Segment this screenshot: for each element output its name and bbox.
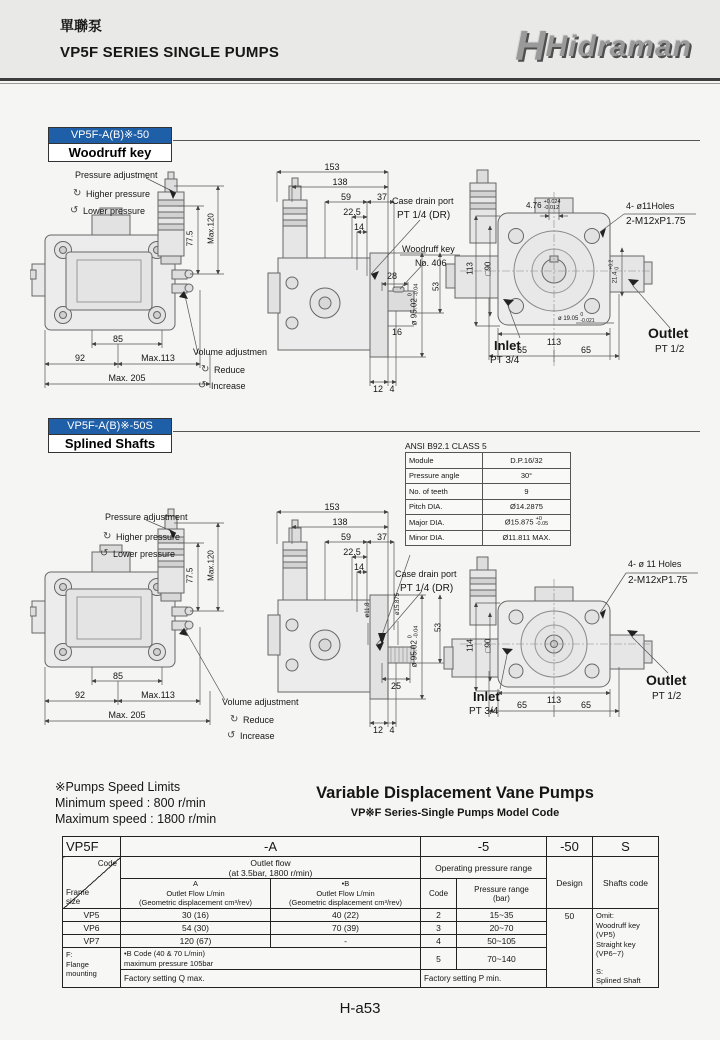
pressure-range-2: 15~35 [457, 909, 547, 922]
spec-value: Ø11.811 MAX. [483, 530, 571, 546]
tol-top: +0.2 [608, 259, 615, 270]
thread-label: 2-M12xP1.75 [628, 575, 688, 586]
model-prefix: VP5F [63, 837, 121, 857]
col-a-line1: A [192, 879, 198, 889]
dim-max120: Max.120 [206, 213, 216, 244]
brand-logo [515, 22, 692, 70]
outlet-flow-line2: (at 3.5bar, 1800 r/min) [228, 867, 313, 878]
dim-65-right: 65 [580, 700, 591, 710]
volume-adjustment-label: Volume adjustment [222, 697, 299, 707]
section1-subtitle: Woodruff key [48, 144, 172, 162]
diag-frame-line2: size [66, 897, 81, 906]
dim-12: 12 [372, 725, 383, 735]
model-code-subtitle: VP※F Series-Single Pumps Model Code [350, 807, 560, 819]
tol-bottom: -0.04 [413, 283, 419, 297]
inlet-size-label: PT 3/4 [490, 355, 520, 366]
tol-top: 0 [407, 635, 414, 639]
title-chinese: 單聯泵 [60, 18, 102, 34]
factory-setting-p: Factory setting P min. [421, 970, 547, 988]
dim-59: 59 [340, 532, 351, 542]
dim-153: 153 [324, 502, 340, 512]
case-drain-port-label: Case drain port [395, 569, 457, 579]
spec-label: No. of teeth [406, 484, 483, 500]
col-a-header [121, 879, 271, 909]
dim-dia-95-02-value: ø 95.02 [409, 640, 419, 668]
cw-arrow-icon: ↻ [201, 364, 210, 375]
tol-bottom: -0.021 [580, 317, 595, 324]
tol-top: 0 [407, 293, 414, 297]
dim-138: 138 [332, 517, 348, 527]
inlet-size-label: PT 3/4 [469, 706, 499, 717]
pressure-range-line2: (bar) [493, 893, 510, 903]
dim-dia-95-02 [409, 617, 420, 677]
woodruff-key-no-label: No. 406 [415, 258, 447, 268]
logo-name: Hidraman [545, 30, 692, 63]
shafts-code-header: Shafts code [593, 857, 659, 909]
section2-drawings [30, 495, 720, 765]
flange-mounting-cell [63, 948, 121, 988]
spline-spec-title: ANSI B92.1 CLASS 5 [405, 441, 487, 451]
table-row [406, 453, 571, 469]
dim-14: 14 [353, 222, 364, 232]
col-a-line2: Outlet Flow L/min [166, 888, 225, 898]
shafts-straight: Straight key (VP6~7) [596, 939, 636, 958]
section2-label [48, 418, 172, 453]
pressure-code-header: Code [421, 879, 457, 909]
outlet-label: Outlet [648, 325, 689, 341]
pressure-code-3: 3 [421, 922, 457, 935]
max-speed: Maximum speed : 1800 r/min [55, 812, 217, 826]
dim-14: 14 [353, 562, 364, 572]
dim-12: 12 [372, 384, 383, 394]
vp7-flow-b: - [271, 935, 421, 948]
outlet-flow-line1: Outlet flow [250, 857, 291, 868]
col-b-line3: (Geometric displacement cm³/rev) [289, 898, 402, 908]
case-drain-size-label: PT 1/4 (DR) [400, 583, 454, 594]
spec-value: Ø14.2875 [483, 499, 571, 515]
vp6-flow-b: 70 (39) [271, 922, 421, 935]
dim-dia-95-02-value: ø 95.02 [409, 298, 419, 326]
cw-arrow-icon: ↻ [230, 714, 239, 725]
higher-pressure-label: Higher pressure [116, 532, 181, 542]
col-b-line1: •B [341, 879, 350, 889]
dim-113-bottom: 113 [546, 695, 562, 705]
dim-max205: Max. 205 [108, 373, 146, 383]
spacer [596, 959, 658, 967]
b-code-note-line1: •B Code (40 & 70 L/min) [124, 949, 205, 958]
dim-65-right: 65 [580, 345, 591, 355]
page-number: H-a53 [339, 1000, 381, 1017]
dim-37: 37 [376, 192, 387, 202]
outlet-size-label: PT 1/2 [652, 691, 682, 702]
spec-value-main: Ø15.875 [504, 517, 534, 527]
col-b-line2: Outlet Flow L/min [316, 888, 375, 898]
dim-37: 37 [376, 532, 387, 542]
shafts-splined: Splined Shaft [596, 976, 641, 985]
dim-113-vertical: 113 [465, 262, 475, 275]
pressure-code-2: 2 [421, 909, 457, 922]
tol-top: +0 [535, 515, 542, 522]
woodruff-key-label: Woodruff key [402, 244, 455, 254]
dim-25: 25 [390, 681, 401, 691]
model-code-table [62, 836, 659, 988]
spec-label: Pressure angle [406, 468, 483, 484]
thread-label: 2-M12xP1.75 [626, 216, 686, 227]
frame-vp7: VP7 [63, 935, 121, 948]
shafts-woodruff: Woodruff key (VP5) [596, 920, 640, 939]
dim-21-4-tol [610, 260, 621, 270]
dim-114-vertical: 114 [465, 639, 475, 652]
reduce-label: Reduce [243, 715, 275, 725]
inlet-label: Inlet [473, 689, 500, 704]
pressure-adjustment-label: Pressure adjustment [105, 512, 188, 522]
ccw-arrow-icon: ↺ [198, 380, 207, 391]
holes-label: 4- ø 11 Holes [628, 559, 682, 569]
case-drain-size-label: PT 1/4 (DR) [397, 210, 451, 221]
pressure-range-header [457, 879, 547, 909]
tol-bottom: -0.05 [535, 521, 549, 528]
spec-label: Pitch DIA. [406, 499, 483, 515]
dim-53: 53 [433, 623, 443, 632]
pressure-code-5: 5 [421, 948, 457, 970]
dim-92: 92 [74, 690, 85, 700]
vp5-flow-a: 30 (16) [121, 909, 271, 922]
section2-rule [173, 431, 700, 432]
diag-frame-label [66, 888, 89, 906]
ccw-arrow-icon: ↺ [100, 548, 109, 559]
pressure-code-4: 4 [421, 935, 457, 948]
dim-53: 53 [431, 282, 441, 291]
vp7-flow-a: 120 (67) [121, 935, 271, 948]
dim-59: 59 [340, 192, 351, 202]
dim-4: 4 [389, 725, 395, 735]
operating-pressure-header: Operating pressure range [421, 857, 547, 879]
header-rule-thin [0, 83, 720, 84]
table-row [63, 837, 659, 857]
dim-max205: Max. 205 [108, 710, 146, 720]
logo-h-glyph: H [515, 22, 546, 69]
ccw-arrow-icon: ↺ [227, 730, 236, 741]
b-code-note-line2: maximum pressure 105bar [124, 958, 214, 968]
dim-85: 85 [112, 671, 123, 681]
spec-value: 9 [483, 484, 571, 500]
shafts-s-label: S: [596, 966, 604, 976]
dim-65-left: 65 [516, 700, 527, 710]
dim-4-76-tol [544, 200, 561, 211]
increase-label: Increase [211, 381, 246, 391]
holes-label: 4- ø11Holes [626, 201, 675, 211]
dim-22-5: 22.5 [343, 207, 361, 217]
design-header: Design [547, 857, 593, 909]
diag-code-label: Code [97, 859, 117, 868]
reduce-label: Reduce [214, 365, 246, 375]
section1-rule [173, 140, 700, 141]
tol-bottom: 0 [614, 266, 620, 270]
lower-pressure-label: Lower pressure [113, 549, 176, 559]
pressure-range-5: 70~140 [457, 948, 547, 970]
dim-4-76 [526, 200, 561, 211]
section2-model-tag: VP5F-A(B)※-50S [48, 418, 172, 435]
section1-label [48, 127, 172, 162]
cw-arrow-icon: ↻ [103, 531, 112, 542]
design-value: 50 [547, 909, 593, 988]
header-rule-thick [0, 78, 720, 81]
pressure-adjustment-label: Pressure adjustment [75, 170, 158, 180]
dim-22-5: 22.5 [343, 547, 361, 557]
case-drain-port-label: Case drain port [392, 196, 454, 206]
dim-21-4-value: 21.4 [612, 271, 618, 284]
shafts-code-cell [593, 909, 659, 988]
dim-77-5: 77.5 [185, 230, 195, 247]
frame-vp6: VP6 [63, 922, 121, 935]
dim-dia-15-875: ø15.875 [395, 592, 401, 616]
dim-dia-95-02-tol [409, 284, 420, 297]
code-a: -A [121, 837, 421, 857]
shafts-omit-label: Omit: [596, 911, 614, 920]
outlet-flow-header [121, 857, 421, 879]
frame-vp5: VP5 [63, 909, 121, 922]
speed-limits-title: ※Pumps Speed Limits [55, 780, 181, 794]
diag-frame-line1: Frame [66, 888, 90, 897]
pressure-range-line1: Pressure range [474, 884, 529, 894]
pump-speed-limits [55, 779, 216, 827]
table-row [406, 468, 571, 484]
dim-65-left: 65 [516, 345, 527, 355]
dim-92: 92 [74, 353, 85, 363]
dim-4-76-value: 4.76 [526, 201, 542, 210]
dim-dia-95-02 [409, 275, 420, 335]
increase-label: Increase [240, 731, 275, 741]
dim-28: 28 [386, 271, 397, 281]
dim-4: 4 [389, 384, 395, 394]
dim-85: 85 [112, 334, 123, 344]
tol-bottom: -0.04 [413, 625, 419, 639]
spec-value: D.P.16/32 [483, 453, 571, 469]
vp5-flow-b: 40 (22) [271, 909, 421, 922]
code-frame-diagonal-cell [63, 857, 121, 909]
dim-dia-95-02-tol [409, 626, 420, 639]
model-code-title: Variable Displacement Vane Pumps [316, 784, 594, 802]
table-row [63, 909, 659, 922]
cw-arrow-icon: ↻ [73, 188, 82, 199]
flange-line2: Flange [66, 959, 89, 969]
inlet-label: Inlet [494, 338, 521, 353]
code-50: -50 [547, 837, 593, 857]
tol-top: 0 [580, 312, 584, 318]
code-5: -5 [421, 837, 547, 857]
section2-subtitle: Splined Shafts [48, 435, 172, 453]
b-code-note [121, 948, 421, 970]
pressure-range-4: 50~105 [457, 935, 547, 948]
factory-setting-q: Factory setting Q max. [121, 970, 421, 988]
dim-77-5: 77.5 [185, 567, 195, 584]
section1-drawings [30, 158, 720, 413]
page-title: VP5F SERIES SINGLE PUMPS [60, 44, 280, 61]
spec-value: 30° [483, 468, 571, 484]
pressure-range-3: 20~70 [457, 922, 547, 935]
dim-138: 138 [332, 177, 348, 187]
dim-21-4 [610, 250, 621, 294]
dim-dia-19-05-value: ø 19.05 [558, 315, 579, 322]
min-speed: Minimum speed : 800 r/min [55, 796, 206, 810]
tol-bottom: -0.012 [543, 204, 560, 211]
volume-adjustment-label: Volume adjustmen [193, 347, 268, 357]
outlet-size-label: PT 1/2 [655, 344, 685, 355]
code-s: S [593, 837, 659, 857]
table-row [63, 857, 659, 879]
ccw-arrow-icon: ↺ [70, 205, 79, 216]
dim-square-90: □90 [483, 261, 493, 276]
spec-label: Major DIA. [406, 515, 483, 531]
flange-line1: F: [66, 950, 73, 959]
tol-top: +0.024 [543, 199, 561, 205]
dim-dia-11-8: ø11.8 [365, 602, 371, 618]
col-b-header [271, 879, 421, 909]
spec-label: Minor DIA. [406, 530, 483, 546]
dim-153: 153 [324, 162, 340, 172]
dim-dia-19-05 [558, 313, 595, 324]
outlet-label: Outlet [646, 672, 687, 688]
dim-square-90: □90 [483, 638, 493, 653]
dim-16: 16 [391, 327, 402, 337]
dim-max113: Max.113 [141, 690, 175, 700]
dim-113-bottom: 113 [546, 337, 562, 347]
dim-max113: Max.113 [141, 353, 175, 363]
lower-pressure-label: Lower pressure [83, 206, 146, 216]
dim-max120: Max.120 [206, 550, 216, 581]
spec-label: Module [406, 453, 483, 469]
section1-model-tag: VP5F-A(B)※-50 [48, 127, 172, 144]
dim-dia-19-05-tol [580, 313, 594, 324]
col-a-line3: (Geometric displacement cm³/rev) [139, 898, 252, 908]
vp6-flow-a: 54 (30) [121, 922, 271, 935]
flange-line3: mounting [66, 969, 97, 978]
higher-pressure-label: Higher pressure [86, 189, 151, 199]
